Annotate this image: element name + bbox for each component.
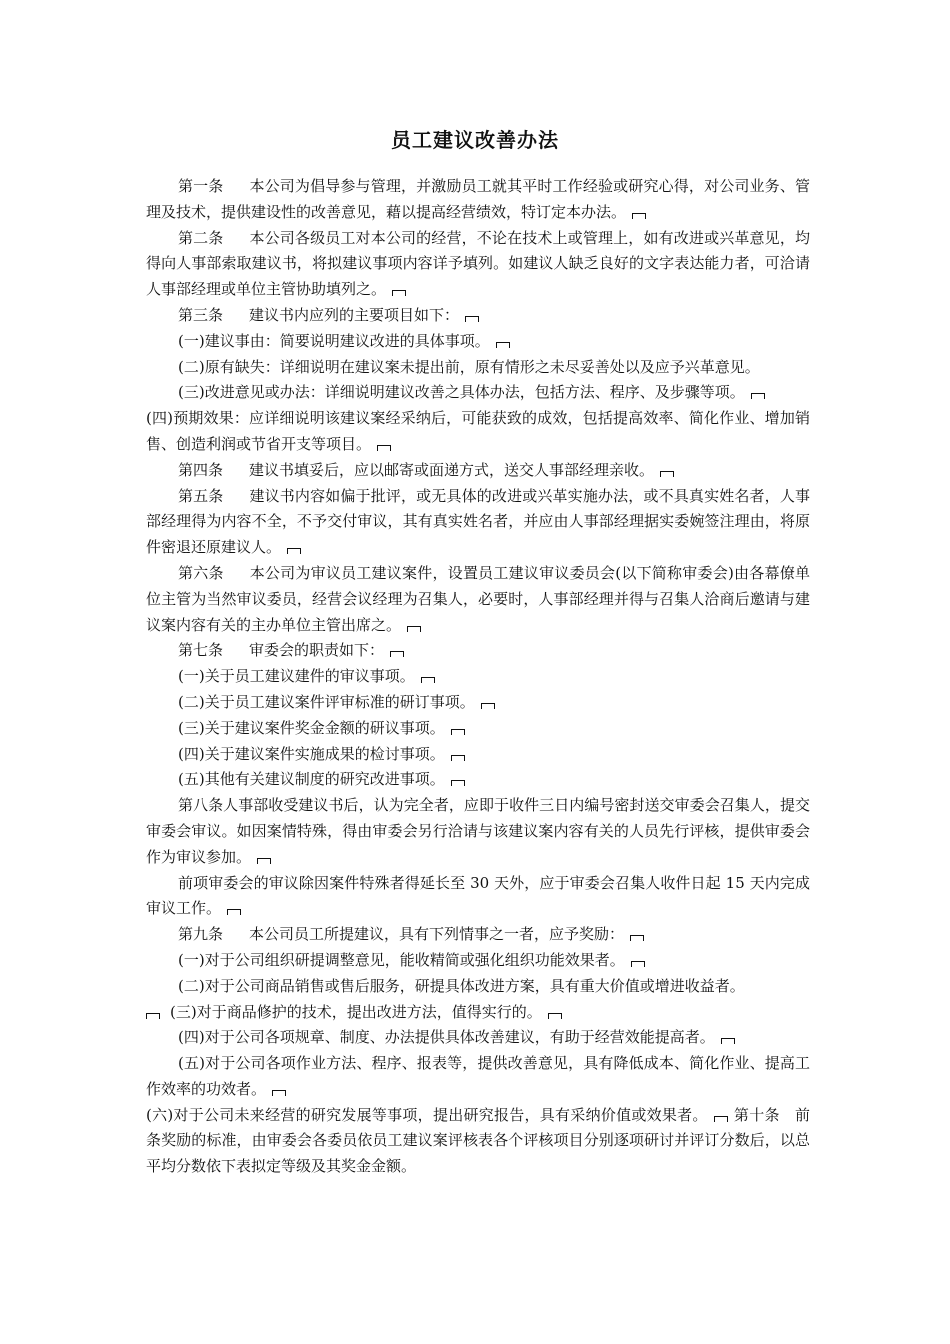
paragraph-mark-icon — [630, 935, 644, 941]
paragraph-mark-icon — [257, 858, 271, 864]
paragraph — [146, 303, 810, 329]
paragraph-text: (一)关于员工建议建件的审议事项。 — [178, 667, 415, 686]
paragraph — [146, 406, 810, 458]
document-body — [146, 174, 810, 1180]
paragraph — [146, 561, 810, 638]
paragraph-text: (一)对于公司组织研提调整意见，能收精简或强化组织功能效果者。 — [178, 950, 625, 969]
paragraph-text: 建议书内应列的主要项目如下： — [249, 305, 460, 324]
paragraph-mark-icon — [377, 445, 391, 451]
paragraph-text: (三)改进意见或办法：详细说明建议改善之具体办法，包括方法、程序、及步骤等项。 — [178, 383, 745, 402]
paragraph-mark-icon — [465, 316, 479, 322]
paragraph — [146, 638, 810, 664]
paragraph — [146, 1025, 810, 1051]
paragraph — [146, 174, 810, 226]
paragraph-mark-icon — [660, 471, 674, 477]
paragraph-mark-icon — [496, 342, 510, 348]
article-number: 第一条 — [178, 177, 224, 195]
paragraph — [146, 922, 810, 948]
paragraph-mark-icon — [392, 290, 406, 296]
paragraph-mark-icon — [751, 393, 765, 399]
paragraph — [146, 664, 810, 690]
paragraph — [146, 458, 810, 484]
paragraph — [146, 355, 810, 381]
paragraph-text: (四)对于公司各项规章、制度、办法提供具体改善建议，有助于经营效能提高者。 — [178, 1028, 715, 1047]
paragraph-text: (二)原有缺失：详细说明在建议案未提出前，原有情形之未尽妥善处以及应予兴革意见。 — [178, 357, 760, 376]
paragraph — [146, 329, 810, 355]
article-number: 第三条 — [178, 305, 224, 324]
paragraph-mark-icon — [451, 780, 465, 786]
paragraph — [146, 226, 810, 303]
paragraph-text: (三)对于商品修护的技术，提出改进方法，值得实行的。 — [170, 1002, 542, 1021]
paragraph-mark-icon — [227, 909, 241, 915]
paragraph-text: 本公司各级员工对本公司的经营，不论在技术上或管理上，如有改进或兴革意见，均得向人事部索取建议书，将拟建议事项内容详予填列。如建议人缺乏良好的文字表达能力者，可洽请人事部经理或单位主管协助填列之。 — [146, 228, 810, 299]
paragraph-text: 本公司员工所提建议，具有下列情事之一者，应予奖励： — [249, 925, 625, 944]
article-number: 第九条 — [178, 925, 224, 944]
paragraph-mark-icon — [272, 1090, 286, 1096]
paragraph-text: (三)关于建议案件奖金金额的研议事项。 — [178, 718, 445, 737]
paragraph — [146, 380, 810, 406]
paragraph-text: (六)对于公司未来经营的研究发展等事项，提出研究报告，具有采纳价值或效果者。 — [146, 1105, 708, 1124]
paragraph — [146, 974, 810, 1000]
paragraph-text: 建议书填妥后，应以邮寄或面递方式，送交人事部经理亲收。 — [249, 460, 655, 479]
paragraph-text: (二)对于公司商品销售或售后服务，研提具体改进方案，具有重大价值或增进收益者。 — [178, 976, 745, 995]
paragraph-text: 前项审委会的审议除因案件特殊者得延长至 30 天外，应于审委会召集人收件日起 15 天内完成审议工作。 — [146, 873, 810, 918]
paragraph — [146, 1051, 810, 1103]
paragraph — [146, 871, 810, 923]
article-number: 第四条 — [178, 460, 224, 479]
paragraph — [146, 484, 810, 561]
document-title: 员工建议改善办法 — [391, 128, 559, 152]
paragraph-text: 第八条人事部收受建议书后，认为完全者，应即于收件三日内编号密封送交审委会召集人，提交审委会审议。如因案情特殊，得由审委会另行洽请与该建议案内容有关的人员先行评核，提供审委会作为审议参加。 — [146, 796, 810, 866]
paragraph-mark-icon — [481, 703, 495, 709]
paragraph-mark-icon — [451, 755, 465, 761]
paragraph-mark-icon — [451, 729, 465, 735]
paragraph — [146, 1000, 810, 1026]
article-number: 第六条 — [178, 563, 224, 582]
paragraph-mark-icon — [714, 1116, 728, 1122]
paragraph-text: 本公司为倡导参与管理，并激励员工就其平时工作经验或研究心得，对公司业务、管理及技术，提供建设性的改善意见，藉以提高经营绩效，特订定本办法。 — [146, 177, 810, 221]
article-number: 第五条 — [178, 486, 224, 505]
paragraph-mark-icon — [632, 213, 646, 219]
paragraph — [146, 767, 810, 793]
paragraph-text: (二)关于员工建议案件评审标准的研订事项。 — [178, 692, 475, 711]
paragraph-text: (四)关于建议案件实施成果的检讨事项。 — [178, 744, 445, 763]
paragraph-mark-icon — [390, 651, 404, 657]
paragraph-text: (四)预期效果：应详细说明该建议案经采纳后，可能获致的成效，包括提高效率、简化作业、增加销售、创造利润或节省开支等项目。 — [146, 409, 810, 453]
paragraph-mark-icon — [287, 548, 301, 554]
paragraph-text: 审委会的职责如下： — [249, 641, 385, 660]
paragraph — [146, 690, 810, 716]
paragraph — [146, 948, 810, 974]
paragraph — [146, 742, 810, 768]
paragraph-text: 本公司为审议员工建议案件，设置员工建议审议委员会(以下简称审委会)由各幕僚单位主管为当然审议委员，经营会议经理为召集人，必要时，人事部经理并得与召集人洽商后邀请与建议案内容有关的主办单位主管出席之。 — [146, 563, 810, 634]
paragraph — [146, 716, 810, 742]
paragraph-mark-icon — [548, 1013, 562, 1019]
paragraph-mark-icon — [721, 1038, 735, 1044]
paragraph-mark-icon — [631, 961, 645, 967]
article-number: 第二条 — [178, 228, 224, 247]
paragraph-text: 建议书内容如偏于批评，或无具体的改进或兴革实施办法，或不具真实姓名者，人事部经理得为内容不全，不予交付审议，其有真实姓名者，并应由人事部经理据实委婉签注理由，将原件密退还原建议人。 — [146, 486, 810, 557]
paragraph-text: (五)对于公司各项作业方法、程序、报表等，提供改善意见，具有降低成本、简化作业、提高工作效率的功效者。 — [146, 1054, 810, 1098]
paragraph-text: (一)建议事由：简要说明建议改进的具体事项。 — [178, 331, 490, 350]
paragraph — [146, 793, 810, 870]
paragraph-mark-icon — [407, 626, 421, 632]
paragraph — [146, 1103, 810, 1180]
article-number: 第七条 — [178, 641, 224, 660]
paragraph-continuation: 第十条 前条奖励的标准，由审委会各委员依员工建议案评核表各个评核项目分别逐项研讨并评订分数后，以总平均分数依下表拟定等级及其奖金金额。 — [146, 1105, 810, 1176]
paragraph-mark-icon — [421, 677, 435, 683]
paragraph-mark-icon — [146, 1013, 160, 1019]
paragraph-text: (五)其他有关建议制度的研究改进事项。 — [178, 770, 445, 789]
